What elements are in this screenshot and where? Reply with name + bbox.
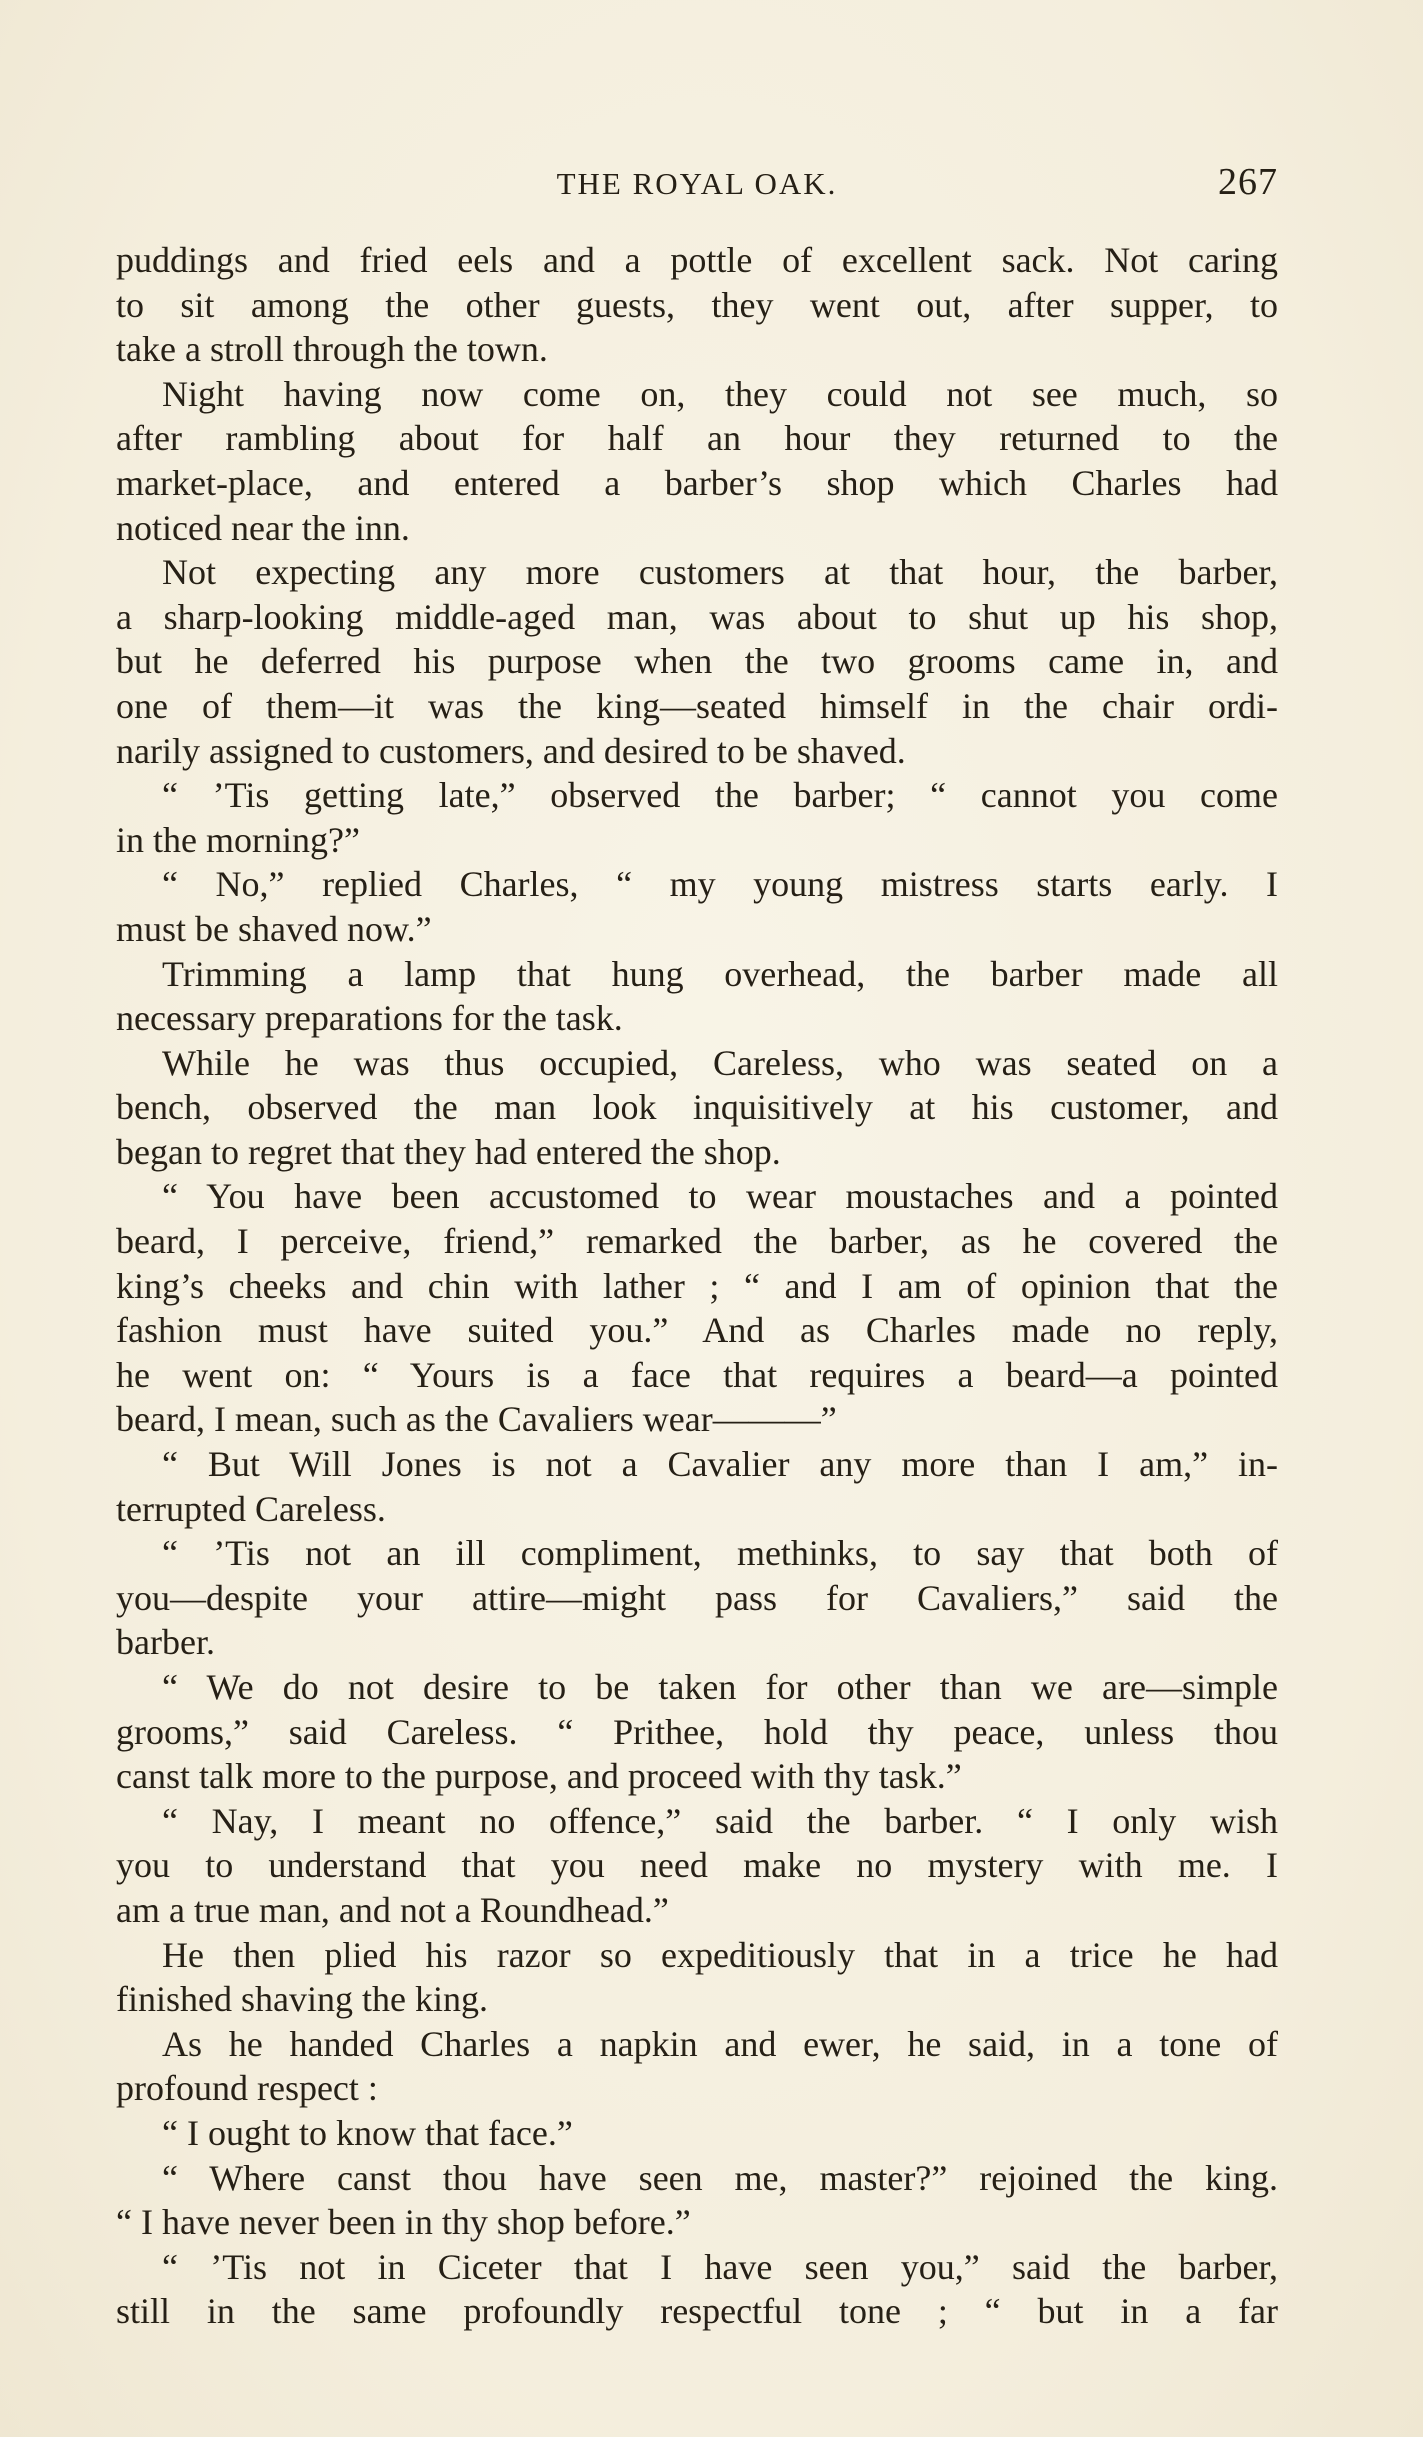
text-line: you—despite your attire—might pass for Cavaliers,” said the (116, 1577, 1278, 1618)
text-line: after rambling about for half an hour they returned to the (116, 418, 1278, 459)
text-line: “ I ought to know that face.” (162, 2112, 573, 2153)
text-line: While he was thus occupied, Careless, who was seated on a (162, 1042, 1278, 1083)
text-line: Night having now come on, they could not see much, so (162, 373, 1278, 414)
text-line: profound respect : (116, 2068, 378, 2109)
text-line: take a stroll through the town. (116, 329, 548, 370)
running-head-title: THE ROYAL OAK. (556, 166, 838, 201)
text-line: he went on: “ Yours is a face that requires a beard—a pointed (116, 1354, 1278, 1395)
text-line: grooms,” said Careless. “ Prithee, hold thy peace, unless thou (116, 1711, 1278, 1752)
text-line: began to regret that they had entered the shop. (116, 1131, 781, 1172)
text-line: finished shaving the king. (116, 1979, 488, 2020)
text-line: necessary preparations for the task. (116, 998, 623, 1039)
text-line: Trimming a lamp that hung overhead, the barber made all (162, 953, 1278, 994)
text-line: puddings and fried eels and a pottle of excellent sack. Not caring (116, 240, 1278, 280)
text-line: one of them—it was the king—seated himself in the chair ordi- (116, 685, 1278, 726)
text-line: “ Where canst thou have seen me, master?” rejoined the king. (162, 2157, 1278, 2198)
text-line: noticed near the inn. (116, 507, 410, 548)
text-line: bench, observed the man look inquisitively at his customer, and (116, 1087, 1278, 1128)
text-line: narily assigned to customers, and desired to be shaved. (116, 730, 906, 771)
text-line: “ But Will Jones is not a Cavalier any more than I am,” in- (162, 1444, 1278, 1485)
text-line: “ ’Tis not an ill compliment, methinks, to say that both of (162, 1533, 1278, 1574)
text-line: must be shaved now.” (116, 908, 432, 949)
text-line: beard, I perceive, friend,” remarked the barber, as he covered the (116, 1221, 1278, 1262)
text-line: He then plied his razor so expeditiously that in a trice he had (162, 1934, 1278, 1975)
text-line: beard, I mean, such as the Cavaliers wear———” (116, 1399, 837, 1440)
text-line: you to understand that you need make no mystery with me. I (116, 1845, 1278, 1886)
text-line: “ No,” replied Charles, “ my young mistress starts early. I (162, 864, 1278, 905)
text-line: terrupted Careless. (116, 1488, 386, 1529)
text-line: “ ’Tis not in Ciceter that I have seen you,” said the barber, (162, 2246, 1278, 2287)
text-line: a sharp-looking middle-aged man, was about to shut up his shop, (116, 596, 1278, 637)
text-line: to sit among the other guests, they went out, after supper, to (116, 284, 1278, 325)
text-line: fashion must have suited you.” And as Charles made no reply, (116, 1310, 1278, 1351)
text-line: but he deferred his purpose when the two grooms came in, and (116, 641, 1278, 682)
body-text (116, 238, 1278, 2334)
text-line: “ Nay, I meant no offence,” said the barber. “ I only wish (162, 1800, 1278, 1841)
text-line: king’s cheeks and chin with lather ; “ and I am of opinion that the (116, 1265, 1278, 1306)
text-line: in the morning?” (116, 819, 360, 860)
text-line: As he handed Charles a napkin and ewer, he said, in a tone of (162, 2023, 1278, 2064)
text-line: “ I have never been in thy shop before.” (116, 2202, 691, 2243)
text-line: Not expecting any more customers at that hour, the barber, (162, 552, 1278, 593)
text-line: “ ’Tis getting late,” observed the barber; “ cannot you come (162, 775, 1278, 816)
text-line: “ We do not desire to be taken for other than we are—simple (162, 1667, 1278, 1707)
running-head (116, 160, 1278, 210)
text-line: am a true man, and not a Roundhead.” (116, 1889, 669, 1930)
text-line: barber. (116, 1622, 215, 1663)
text-line: still in the same profoundly respectful tone ; “ but in a far (116, 2291, 1278, 2332)
text-line: canst talk more to the purpose, and proceed with thy task.” (116, 1756, 962, 1797)
text-line: market-place, and entered a barber’s shop which Charles had (116, 462, 1278, 503)
text-line: “ You have been accustomed to wear moustaches and a pointed (162, 1176, 1278, 1217)
page-number: 267 (1218, 161, 1278, 203)
